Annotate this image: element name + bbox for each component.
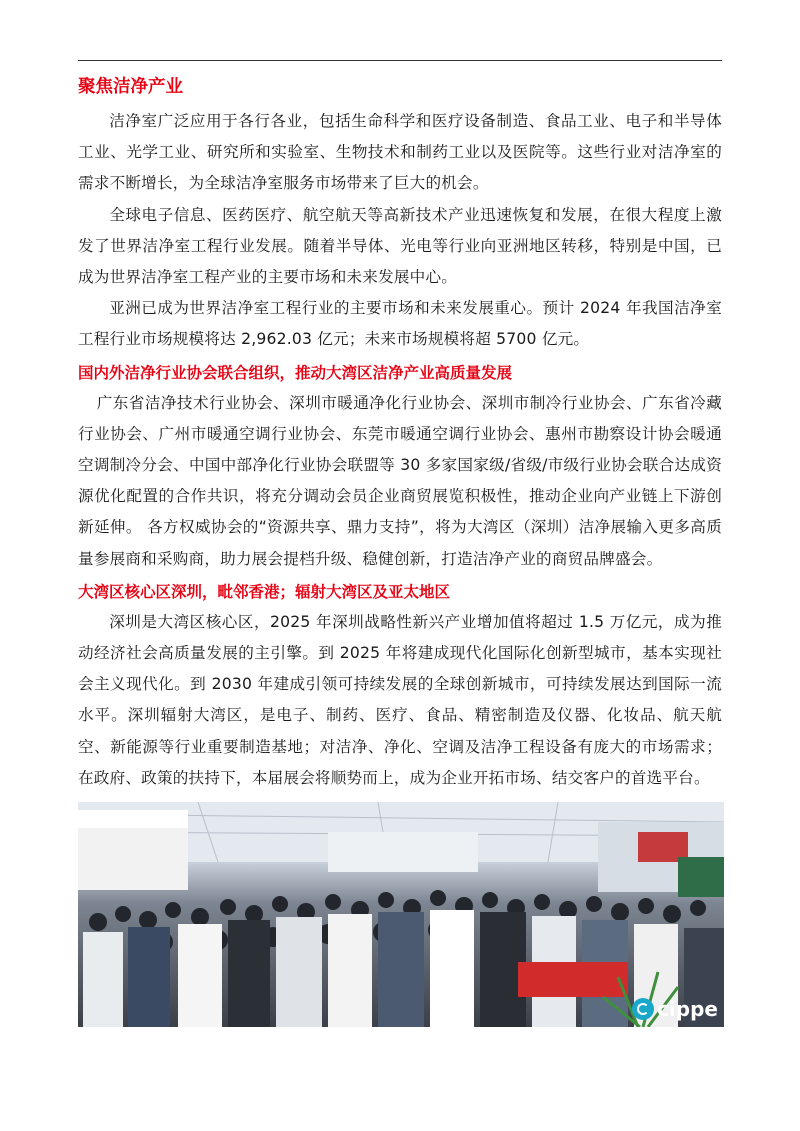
page-content	[78, 70, 722, 1027]
cippe-logo-mark-icon	[632, 998, 654, 1020]
exhibition-crowd-photo	[78, 802, 724, 1027]
section-heading-shenzhen: 大湾区核心区深圳，毗邻香港；辐射大湾区及亚太地区	[78, 582, 451, 601]
cippe-logo-text: cippe	[657, 997, 718, 1022]
paragraph: 亚洲已成为世界洁净室工程行业的主要市场和未来发展重心。预计 2024 年我国洁净室工程行业市场规模将达 2,962.03 亿元；未来市场规模将超 5700 亿元。	[78, 299, 722, 349]
paragraph: 深圳是大湾区核心区，2025 年深圳战略性新兴产业增加值将超过 1.5 万亿元，成为推动经济社会高质量发展的主引擎。到 2025 年将建成现代化国际化创新型城市，基本实现社会主义现代化。到 2030 年建成引领可持续发展的全球创新城市，可持续发展达到国际一流水平。深圳辐射大湾区，是电子、制药、医疗、食品、精密制造及仪器、化妆品、航天航空、新能源等行业重要制造基地；对洁净、净化、空调及洁净工程设备有庞大的市场需求；在政府、政策的扶持下，本届展会将顺势而上，成为企业开拓市场、结交客户的首选平台。	[78, 612, 722, 787]
crowd-illustration	[78, 802, 724, 1027]
paragraph: 广东省洁净技术行业协会、深圳市暖通净化行业协会、深圳市制冷行业协会、广东省冷藏行业协会、广州市暖通空调行业协会、东莞市暖通空调行业协会、惠州市勘察设计协会暖通空调制冷分会、中国中部净化行业协会联盟等 30 多家国家级/省级/市级行业协会联合达成资源优化配置的合作共识，将充分调动会员企业商贸展览积极性，推动企业向产业链上下游创新延伸。 各方权威协会的“资源共享、鼎力支持”，将为大湾区（深圳）洁净展输入更多高质量参展商和采购商，助力展会提档升级、稳健创新，打造洁净产业的商贸品牌盛会。	[78, 393, 722, 568]
section-heading-associations: 国内外洁净行业协会联合组织，推动大湾区洁净产业高质量发展	[78, 363, 513, 382]
paragraph: 洁净室广泛应用于各行各业，包括生命科学和医疗设备制造、食品工业、电子和半导体工业、光学工业、研究所和实验室、生物技术和制药工业以及医院等。这些行业对洁净室的需求不断增长，为全球洁净室服务市场带来了巨大的机会。	[78, 112, 722, 193]
top-rule	[78, 60, 722, 61]
paragraph: 全球电子信息、医药医疗、航空航天等高新技术产业迅速恢复和发展，在很大程度上激发了世界洁净室工程行业发展。随着半导体、光电等行业向亚洲地区转移，特别是中国，已成为世界洁净室工程产业的主要市场和未来发展中心。	[78, 205, 722, 287]
cippe-logo	[632, 997, 718, 1021]
section-heading-clean-industry: 聚焦洁净产业	[78, 77, 183, 97]
